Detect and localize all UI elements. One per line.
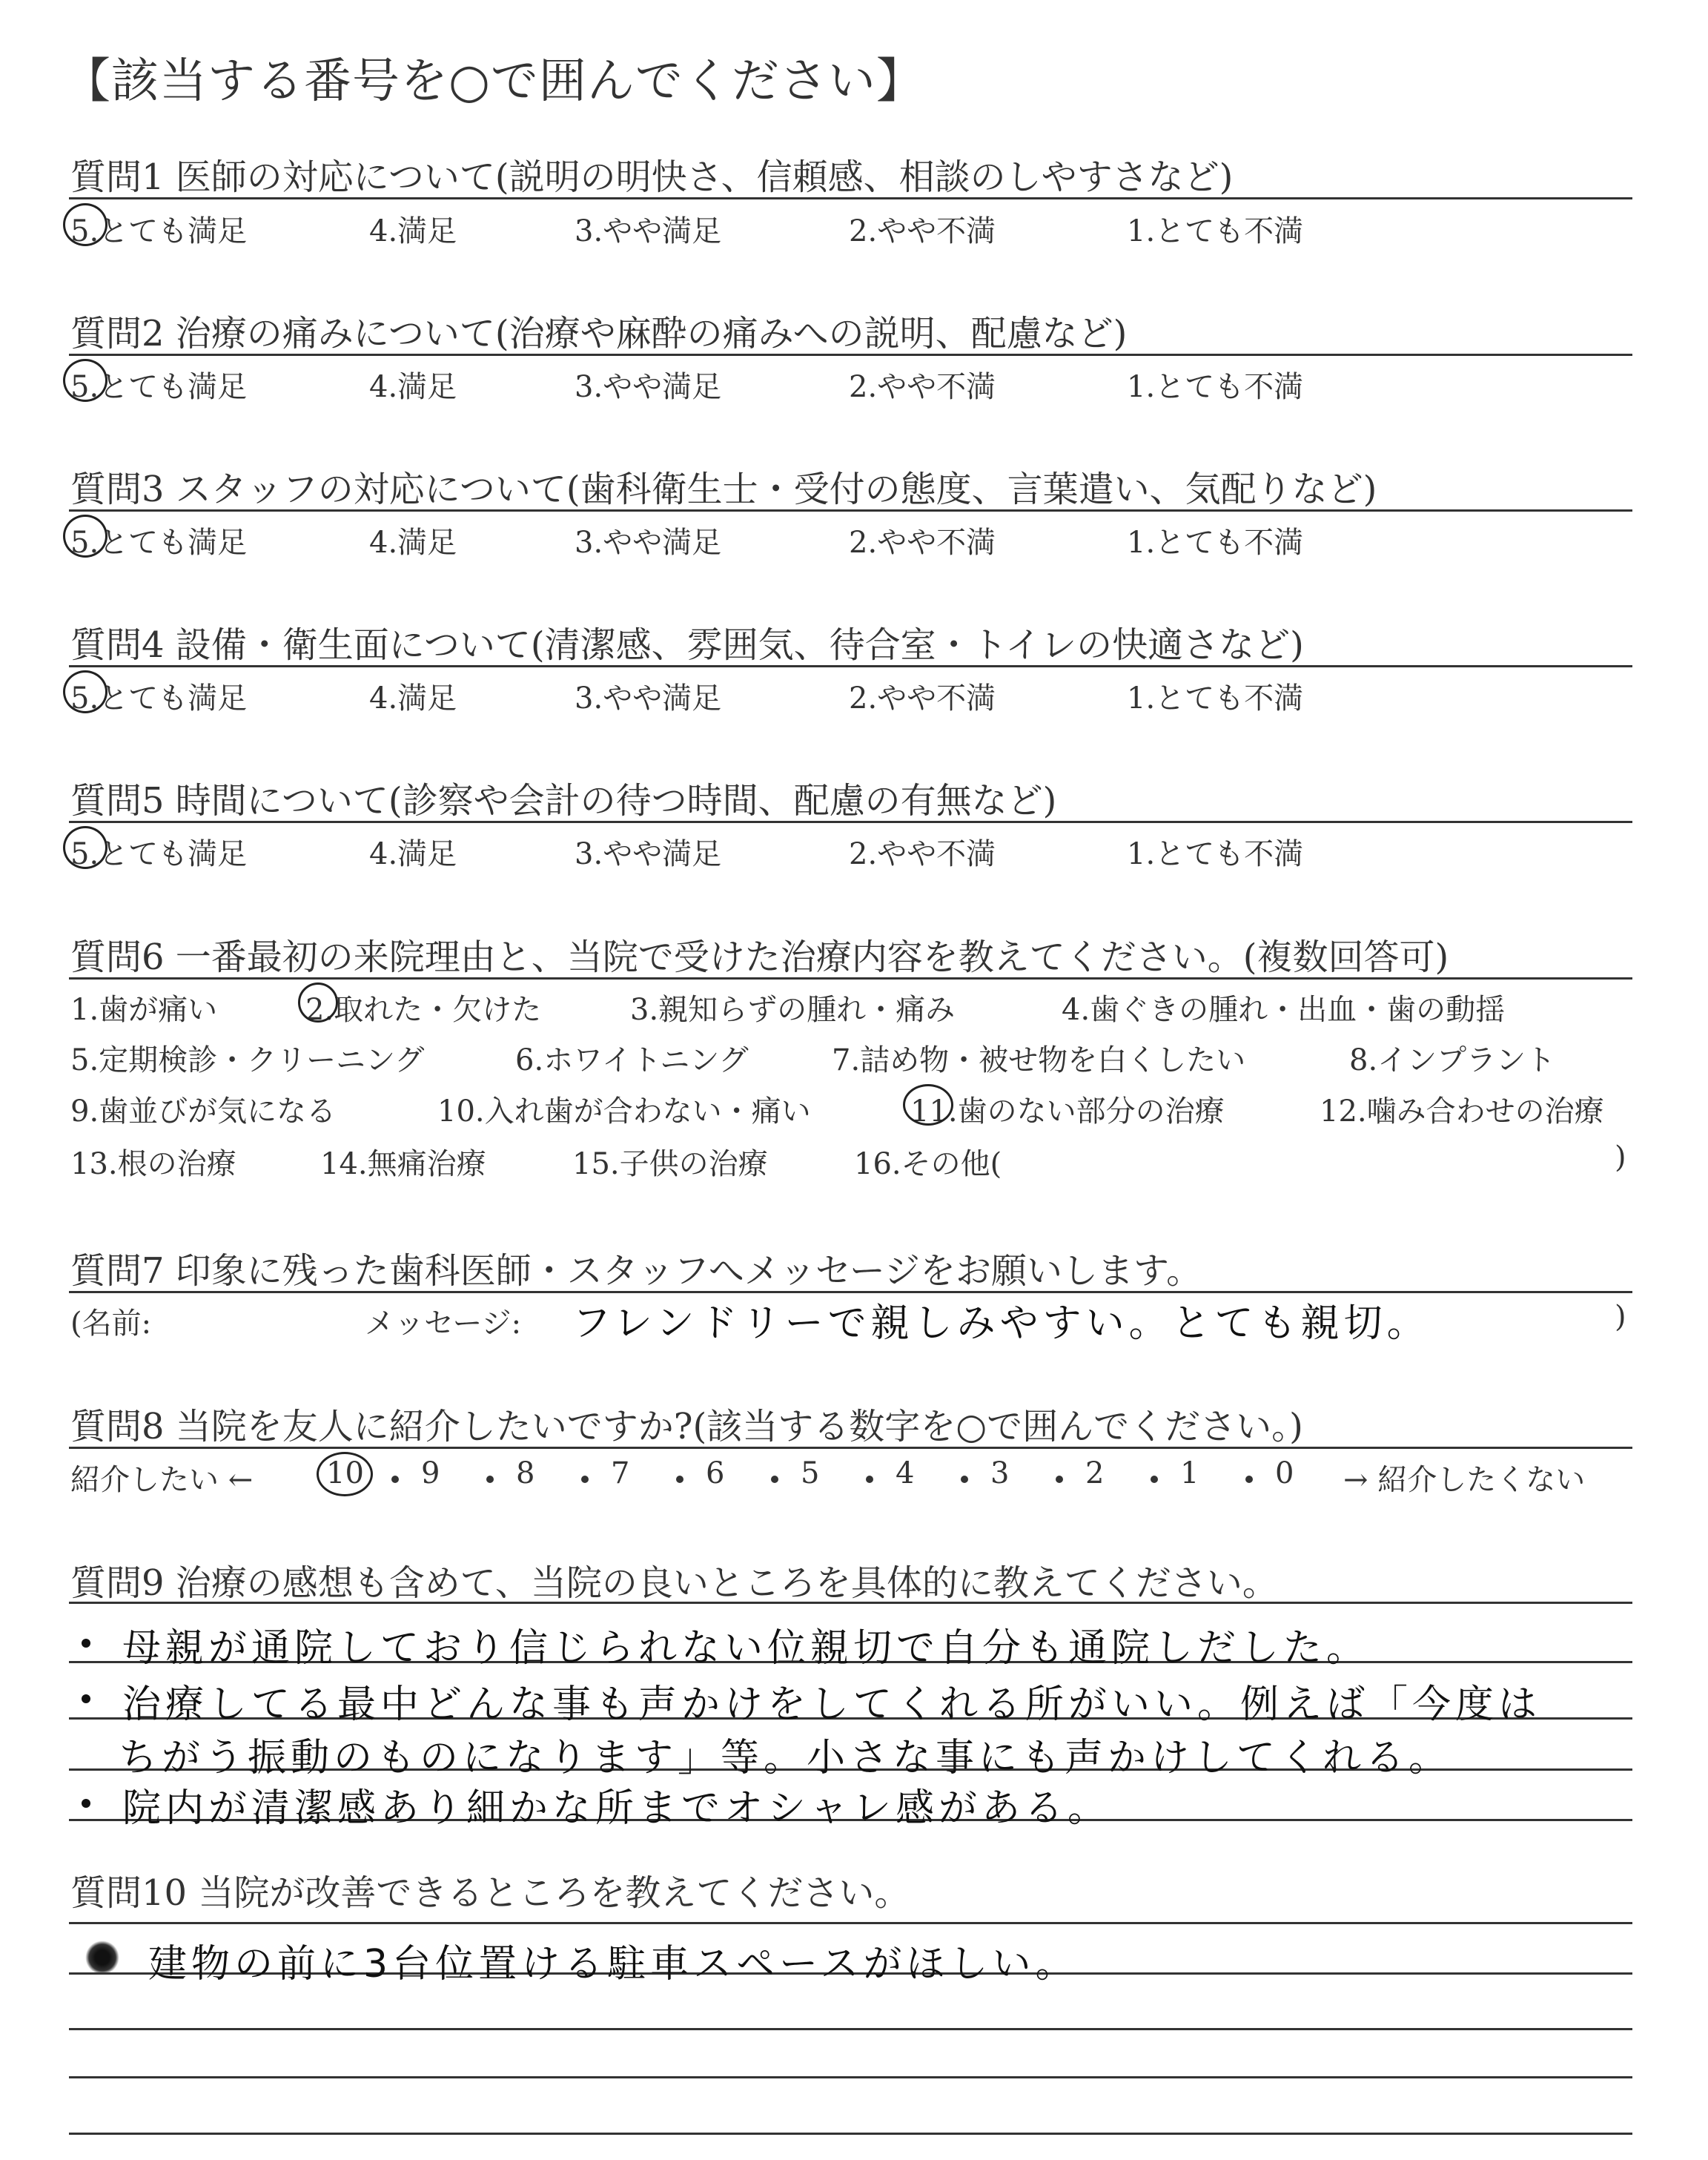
- option-3[interactable]: 3.親知らずの腫れ・痛み: [630, 993, 956, 1027]
- rating-option[interactable]: 4.満足: [369, 526, 457, 560]
- rating-option[interactable]: 3.やや満足: [575, 681, 722, 716]
- divider: [69, 197, 1632, 199]
- rating-option[interactable]: 3.やや満足: [575, 837, 722, 871]
- option-5[interactable]: 5.定期検診・クリーニング: [70, 1043, 425, 1077]
- option-4[interactable]: 4.歯ぐきの腫れ・出血・歯の動揺: [1062, 993, 1506, 1027]
- scale-separator-dot: [1056, 1476, 1063, 1483]
- rating-option[interactable]: 1.とても不満: [1127, 214, 1304, 248]
- divider: [69, 354, 1632, 356]
- scale-value[interactable]: 1: [1180, 1456, 1199, 1490]
- scale-left-label: 紹介したい ←: [70, 1463, 254, 1497]
- rating-option[interactable]: 2.やや不満: [849, 526, 996, 560]
- scale-right-label: → 紹介したくない: [1343, 1463, 1586, 1497]
- scale-separator-dot: [676, 1476, 683, 1483]
- rating-option[interactable]: 2.やや不満: [849, 370, 996, 404]
- rating-option[interactable]: 3.やや満足: [575, 370, 722, 404]
- message-text[interactable]: フレンドリーで親しみやすい。とても親切。: [572, 1301, 1430, 1346]
- close-paren: ): [1615, 1300, 1626, 1334]
- close-paren: ): [1615, 1140, 1626, 1175]
- scale-separator-dot: [1245, 1476, 1253, 1483]
- rating-option[interactable]: 3.やや満足: [575, 526, 722, 560]
- selected-circle: [298, 982, 338, 1023]
- selected-circle: [63, 359, 107, 402]
- scale-value[interactable]: 2: [1085, 1456, 1105, 1490]
- divider: [69, 2028, 1632, 2030]
- scale-separator-dot: [486, 1476, 494, 1483]
- rating-option[interactable]: 4.満足: [369, 837, 457, 871]
- rating-option[interactable]: 1.とても不満: [1127, 526, 1304, 560]
- scribbled-bullet-icon: [85, 1941, 119, 1975]
- selected-circle: [63, 515, 107, 558]
- rating-option[interactable]: 4.満足: [369, 681, 457, 716]
- rating-option[interactable]: 4.満足: [369, 214, 457, 248]
- question-label: 質問7 印象に残った歯科医師・スタッフへメッセージをお願いします。: [70, 1250, 1202, 1292]
- option-6[interactable]: 6.ホワイトニング: [515, 1043, 749, 1077]
- option-15[interactable]: 15.子供の治療: [572, 1147, 768, 1181]
- scale-separator-dot: [1151, 1476, 1158, 1483]
- divider: [69, 2133, 1632, 2135]
- rating-option[interactable]: 2.やや不満: [849, 681, 996, 716]
- divider: [69, 1922, 1632, 1924]
- rating-option[interactable]: 1.とても不満: [1127, 837, 1304, 871]
- name-label: (名前:: [70, 1307, 152, 1341]
- bullet-icon: [82, 1799, 90, 1808]
- selected-circle: [903, 1084, 953, 1126]
- option-13[interactable]: 13.根の治療: [70, 1147, 236, 1181]
- question-label: 質問6 一番最初の来院理由と、当院で受けた治療内容を教えてください。(複数回答可): [70, 937, 1449, 978]
- question-label: 質問4 設備・衛生面について(清潔感、雰囲気、待合室・トイレの快適さなど): [70, 624, 1304, 666]
- divider: [69, 509, 1632, 512]
- option-1[interactable]: 1.歯が痛い: [70, 993, 218, 1027]
- scale-value[interactable]: 5: [801, 1456, 820, 1490]
- divider: [69, 1447, 1632, 1449]
- selected-circle: [63, 203, 107, 246]
- divider: [69, 665, 1632, 667]
- rating-option[interactable]: 5.とても満足: [70, 526, 248, 560]
- scale-value[interactable]: 7: [611, 1456, 630, 1490]
- question-label: 質問2 治療の痛みについて(治療や麻酔の痛みへの説明、配慮など): [70, 313, 1128, 354]
- rating-option[interactable]: 4.満足: [369, 370, 457, 404]
- answer-line[interactable]: 院内が清潔感あり細かな所までオシャレ感がある。: [122, 1786, 1110, 1831]
- answer-line[interactable]: 治療してる最中どんな事も声かけをしてくれる所がいい。例えば「今度は: [122, 1682, 1542, 1727]
- option-2[interactable]: 2.取れた・欠けた: [305, 993, 542, 1027]
- rating-option[interactable]: 3.やや満足: [575, 214, 722, 248]
- divider: [69, 821, 1632, 823]
- option-10[interactable]: 10.入れ歯が合わない・痛い: [437, 1094, 811, 1129]
- scale-separator-dot: [771, 1476, 778, 1483]
- message-label: メッセージ:: [365, 1307, 522, 1341]
- divider: [69, 977, 1632, 980]
- scale-value[interactable]: 10: [326, 1456, 364, 1490]
- option-8[interactable]: 8.インプラント: [1349, 1043, 1556, 1077]
- rating-option[interactable]: 2.やや不満: [849, 837, 996, 871]
- rating-option[interactable]: 5.とても満足: [70, 837, 248, 871]
- rating-option[interactable]: 1.とても不満: [1127, 681, 1304, 716]
- rating-option[interactable]: 5.とても満足: [70, 214, 248, 248]
- option-11[interactable]: 11.歯のない部分の治療: [910, 1094, 1225, 1129]
- scale-value[interactable]: 3: [990, 1456, 1010, 1490]
- rating-option[interactable]: 5.とても満足: [70, 681, 248, 716]
- rating-option[interactable]: 2.やや不満: [849, 214, 996, 248]
- scale-value[interactable]: 9: [421, 1456, 440, 1490]
- bullet-icon: [82, 1694, 90, 1703]
- divider: [69, 2076, 1632, 2078]
- option-14[interactable]: 14.無痛治療: [320, 1147, 486, 1181]
- question-label: 質問3 スタッフの対応について(歯科衛生士・受付の態度、言葉遣い、気配りなど): [70, 469, 1377, 510]
- option-16[interactable]: 16.その他(: [854, 1147, 1002, 1181]
- question-label: 質問9 治療の感想も含めて、当院の良いところを具体的に教えてください。: [70, 1562, 1278, 1604]
- scale-value[interactable]: 0: [1275, 1456, 1294, 1490]
- question-label: 質問5 時間について(診察や会計の待つ時間、配慮の有無など): [70, 780, 1057, 822]
- answer-line[interactable]: 建物の前に3台位置ける駐車スペースがほしい。: [148, 1942, 1079, 1986]
- option-7[interactable]: 7.詰め物・被せ物を白くしたい: [832, 1043, 1246, 1077]
- option-9[interactable]: 9.歯並びが気になる: [70, 1094, 337, 1129]
- scale-value[interactable]: 8: [516, 1456, 535, 1490]
- page-title: 【該当する番号を○で囲んでください】: [63, 54, 924, 109]
- selected-circle: [63, 826, 107, 869]
- option-12[interactable]: 12.噛み合わせの治療: [1320, 1094, 1604, 1129]
- scale-separator-dot: [961, 1476, 968, 1483]
- question-label: 質問1 医師の対応について(説明の明快さ、信頼感、相談のしやすさなど): [70, 156, 1234, 198]
- scale-separator-dot: [391, 1476, 399, 1483]
- answer-line[interactable]: ちがう振動のものになります」等。小さな事にも声かけしてくれる。: [119, 1736, 1452, 1780]
- answer-line[interactable]: 母親が通院しており信じられない位親切で自分も通院しだした。: [122, 1626, 1370, 1671]
- question-label: 質問8 当院を友人に紹介したいですか?(該当する数字を○で囲んでください。): [70, 1406, 1303, 1447]
- bullet-icon: [82, 1639, 90, 1648]
- scale-value[interactable]: 4: [896, 1456, 915, 1490]
- divider: [69, 1602, 1632, 1604]
- question-label: 質問10 当院が改善できるところを教えてください。: [70, 1872, 910, 1914]
- selected-circle: [63, 670, 107, 713]
- rating-option[interactable]: 1.とても不満: [1127, 370, 1304, 404]
- scale-separator-dot: [866, 1476, 873, 1483]
- rating-option[interactable]: 5.とても満足: [70, 370, 248, 404]
- scale-separator-dot: [581, 1476, 589, 1483]
- scale-value[interactable]: 6: [706, 1456, 725, 1490]
- selected-circle: [317, 1452, 373, 1496]
